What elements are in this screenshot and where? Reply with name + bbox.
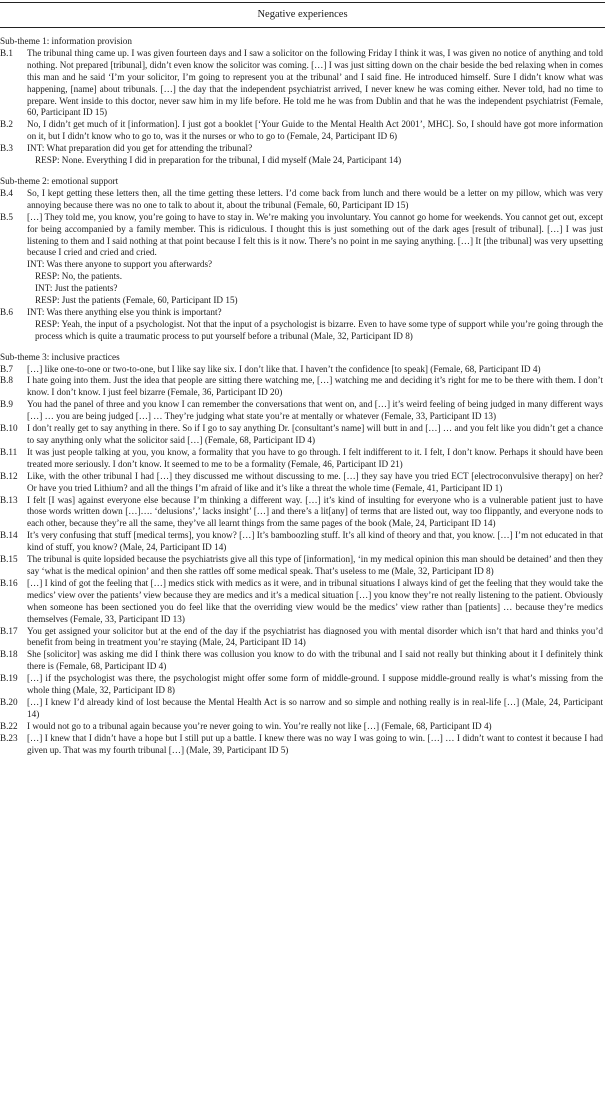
quote-text: […] They told me, you know, you’re going to have to stay in. We’re making you involuntary. You cannot go home for weekends. You cannot get out, except for being accompanied by a family member. This is ridiculous. I thought this is just something out of the dark ages [result of tribunal]. […] I was just listening to them and I said nothing at that point because I felt this is it now. There’s no point in me saying anything. […] It [the tribunal] was very upsetting because I cried and cried and cried. [27, 211, 603, 258]
quote-id: B.14 [0, 530, 18, 541]
dialogue-line: RESP: No, the patients. [35, 271, 123, 282]
table-title: Negative experiences [257, 9, 348, 20]
quote-id: B.6 [0, 306, 14, 317]
quote-id: B.20 [0, 696, 18, 707]
quote-id: B.22 [0, 720, 18, 731]
quote-text: It’s very confusing that stuff [medical terms], you know? […] It’s bamboozling stuff. It’s all kind of theory and that, you know. […] I’m not educated in that kind of stuff, you know? (Male, 24, Participant ID 14) [27, 530, 603, 553]
quote-id: B.17 [0, 625, 18, 636]
interview-dialogue [27, 143, 603, 167]
subtheme-heading: Sub-theme 1: information provision [0, 36, 132, 46]
quote-entry [0, 697, 605, 721]
quote-entry [0, 399, 605, 423]
quote-id: B.5 [0, 211, 14, 222]
section-spacer [0, 343, 605, 352]
quote-entry [0, 649, 605, 673]
table-top-rule [0, 2, 605, 3]
table-body [0, 36, 605, 756]
table-header-rule [0, 27, 605, 28]
dialogue-line: RESP: Just the patients (Female, 60, Participant ID 15) [35, 295, 238, 306]
quote-entry [0, 447, 605, 471]
quote-entry [0, 554, 605, 578]
quote-text: […] if the psychologist was there, the psychologist might offer some form of middle-ground. I suppose middle-ground really is what’s missing from the whole thing (Male, 32, Participant ID 8) [27, 673, 603, 696]
quote-id: B.3 [0, 143, 14, 154]
quote-id: B.2 [0, 119, 14, 130]
interview-dialogue [27, 259, 603, 307]
quote-entry [0, 721, 605, 733]
quote-text: I felt [I was] against everyone else because I’m thinking a different way. […] it’s kind of insulting for everyone who is a vulnerable patient just to have those words written down […]…. ‘delusions’,’ lacks insight’ […] and there’s a lit[any] of terms that are listed out, way too flippantly, and everyone nods to each other, because they’re all the same, they’ve all learnt things from the same pages of the book (Male, 24, Participant ID 14) [27, 494, 603, 529]
quote-entry [0, 530, 605, 554]
quote-id: B.23 [0, 732, 18, 743]
quote-id: B.16 [0, 577, 18, 588]
quote-text: No, I didn’t get much of it [information]. I just got a booklet [‘Your Guide to the Mental Health Act 2001’, MHC]. So, I should have got more information on it, but I didn’t know who to go to, was it the nurses or who to go to (Female, 24, Participant ID 6) [27, 119, 603, 142]
dialogue-line: RESP: None. Everything I did in preparation for the tribunal, I did myself (Male 24, Participant 14) [35, 155, 402, 166]
quote-entry [0, 423, 605, 447]
quote-entry [0, 48, 605, 119]
quote-entry [0, 143, 605, 167]
quote-text: […] I knew I’d already kind of lost because the Mental Health Act is so narrow and so simple and nothing really is in real-life […] (Male, 24, Participant 14) [27, 696, 603, 719]
quote-entry [0, 188, 605, 212]
section-spacer [0, 167, 605, 176]
quote-text: I hate going into them. Just the idea that people are sitting there watching me, […] watching me and deciding it’s right for me to be there with them. I don’t know. I don’t know. I just feel bizarre (Female, 36, Participant ID 20) [27, 375, 603, 398]
quote-entry [0, 307, 605, 343]
quote-id: B.8 [0, 375, 14, 386]
quote-entry [0, 375, 605, 399]
quote-entry [0, 733, 605, 757]
quote-id: B.9 [0, 399, 14, 410]
quote-id: B.11 [0, 446, 18, 457]
quote-id: B.15 [0, 554, 18, 565]
quote-text: You had the panel of three and you know I can remember the conversations that went on, and […] it’s weird feeling of being judged in many different ways […] … you are being judged […] … They’re judging what state you’re at mentally or whatever (Female, 33, Participant ID 13) [27, 399, 603, 422]
quote-text: So, I kept getting these letters then, all the time getting these letters. I’d come back from lunch and there would be a letter on my pillow, which was very annoying because there was no one to talk to about it, about the tribunal (Female, 60, Participant ID 15) [27, 187, 603, 210]
quote-text: You get assigned your solicitor but at the end of the day if the psychiatrist has diagnosed you with mental disorder which isn’t that hard and thinks you’d benefit from being in treatment you’re staying (Male, 24, Participant ID 14) [27, 625, 603, 648]
quote-id: B.1 [0, 47, 14, 58]
quote-entry [0, 212, 605, 307]
quote-text: I would not go to a tribunal again because you’re never going to win. You’re really not like […] (Female, 68, Participant ID 4) [27, 720, 492, 731]
quote-text: […] like one-to-one or two-to-one, but I like say like six. I don’t like that. I haven’t the confidence [to speak] (Female, 68, Participant ID 4) [27, 363, 541, 374]
quote-text: The tribunal thing came up. I was given fourteen days and I saw a solicitor on the following Friday I think it was, I was given no notice of anything and told nothing. Not prepared [tribunal], didn’t even know the solicitor was coming. […] I was just sitting down on the chair beside the bed relaxing when in comes this man and he said ‘I’m your solicitor, I’m going to represent you at the tribunal’ and I said fine. He introduced himself. Sure I didn’t know what was happening, [name] about tribunals. […] the day that the independent psychiatrist arrived, I never knew he was coming either. Never told, had no time to prepare. Went inside to this doctor, never saw him in my life before. He told me he was from Dublin and that he was the independent psychiatrist (Female, 60, Participant ID 15) [27, 47, 603, 118]
subtheme-heading: Sub-theme 3: inclusive practices [0, 351, 120, 362]
quote-text: I don’t really get to say anything in there. So if I go to say anything Dr. [consultant’s name] will butt in and […] … and you felt like you didn’t get a chance to say anything only what the solicitor said […] (Female, 68, Participant ID 4) [27, 423, 603, 445]
dialogue-line: INT: Just the patients? [35, 283, 118, 294]
quote-id: B.18 [0, 649, 18, 660]
quote-entry [0, 119, 605, 143]
subtheme-heading: Sub-theme 2: emotional support [0, 175, 119, 186]
quote-entry [0, 495, 605, 531]
dialogue-line: INT: Was there anyone to support you afterwards? [27, 259, 213, 270]
quote-entry [0, 364, 605, 376]
quote-id: B.19 [0, 673, 18, 684]
quote-text: […] I knew that I didn’t have a hope but I still put up a battle. I knew there was no way I was going to win. […] … I didn’t want to contest it because I had given up. That was my fourth tribunal […] (Male, 39, Participant ID 5) [27, 732, 603, 755]
quote-entry [0, 673, 605, 697]
quote-text: […] I kind of got the feeling that […] medics stick with medics as it were, and in tribunal situations I always kind of get the feeling that they would take the medics’ view over the patients’ view because they are medics and it’s a medical situation […] you know they’re not really listening to the patient. Obviously when someone has been sectioned you do feel like that the overriding view would be the medics’ view rather than [patients] … because they’re medics themselves (Female, 33, Participant ID 13) [27, 577, 603, 624]
quote-entry [0, 626, 605, 650]
quote-id: B.7 [0, 363, 14, 374]
quote-id: B.10 [0, 423, 18, 434]
quote-text: It was just people talking at you, you know, a formality that you have to go through. I felt indifferent to it. I felt, I don’t know. Perhaps it should have been treated more seriously. I don’t know. It seemed to me to be a formality (Female, 46, Participant ID 21) [27, 446, 603, 469]
quote-id: B.13 [0, 494, 18, 505]
dialogue-line: INT: Was there anything else you think is important? [27, 306, 222, 317]
quote-entry [0, 578, 605, 626]
quote-text: The tribunal is quite lopsided because the psychiatrists give all this type of [information], ‘in my medical opinion this man should be detained’ and then they say ‘what is the medical opinion’ and then she rattles off some medical speak. That’s useless to me (Male, 32, Participant ID 8) [27, 554, 603, 576]
quote-id: B.12 [0, 470, 18, 481]
dialogue-line: INT: What preparation did you get for attending the tribunal? [27, 143, 253, 154]
interview-dialogue [27, 307, 603, 343]
quote-id: B.4 [0, 187, 14, 198]
quote-entry [0, 471, 605, 495]
dialogue-line: RESP: Yeah, the input of a psychologist. Not that the input of a psychologist is bizarre. Even to have some type of support while you’re going through the process which is quite a traumatic process to put yourself before a tribunal (Male, 32, Participant ID 8) [35, 318, 603, 341]
quote-text: Like, with the other tribunal I had […] they discussed me without discussing to me. […] they say have you tried ECT [electroconvulsive therapy] on her? Or have you tried Lithium? and all the things I’m afraid of like and it’s like a threat the whole time (Female, 41, Participant ID 1) [27, 470, 603, 493]
quote-text: She [solicitor] was asking me did I think there was collusion you know to do with the tribunal and I said not really but thinking about it I definitely think there is (Female, 68, Participant ID 4) [27, 649, 603, 672]
